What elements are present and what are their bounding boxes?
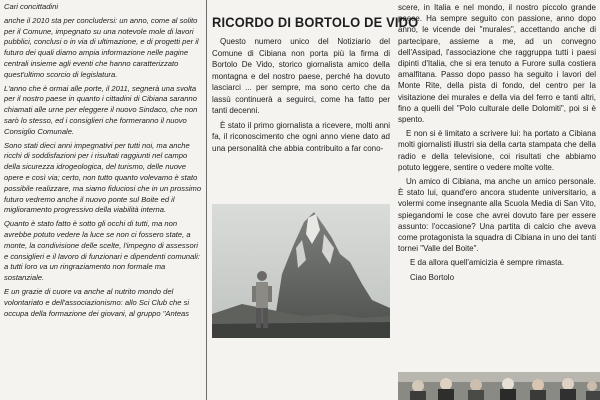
article-paragraph: Un amico di Cibiana, ma anche un amico personale. È stato lui, quand'ero ancora studente universitario, a volermi come insegnante alla Scuola Media di San Vito, spiegandomi le cose che avrei dovuto fare per essere assunto: l'occasione? Una partita di calcio che aveva come protagonista la squadra di Cibiana in uno dei tanti tornei "Valle del Boite". xyxy=(398,177,596,254)
article-column xyxy=(212,36,390,157)
group-photo xyxy=(398,372,600,400)
article-paragraph: Questo numero unico del Notiziario del Comune di Cibiana non porta più la firma di Bortolo De Vido, storico giornalista amico della montagna e del nostro paese, perché ha dovuto lasciarci ... per sempre, ma sono certo che da lassù continuerà a seguirci, come ha fatto per tanti decenni. xyxy=(212,37,390,115)
article-signoff: Ciao Bortolo xyxy=(410,272,455,282)
article-right-column xyxy=(398,2,596,374)
article-paragraph: E non si è limitato a scrivere lui: ha portato a Cibiana molti giornalisti illustri sia della carta stampata che della radio e della televisione, coi risultati che abbiamo potuto leggere, sentire o vedere molte volte. xyxy=(398,129,596,172)
mayor-letter-column xyxy=(4,2,202,400)
letter-paragraph: L'anno che è ormai alle porte, il 2011, segnerà una svolta per il nostro paese in quanto i cittadini di Cibiana saranno chiamati alle urne per eleggere il nuovo Sindaco, che non sarò lo stesso, ed i consiglieri che formeranno il nuovo Consiglio Comunale. xyxy=(4,83,198,136)
article-headline: RICORDO DI BORTOLO DE VIDO xyxy=(212,14,419,30)
letter-paragraph: anche il 2010 sta per concludersi: un anno, come al solito per il Comune, impegnato su una notevole mole di lavori pubblici, conclusi o in via di ultimazione, e di progetti per il futuro dei quali diamo ampia informazione nelle pagine centrali insieme agli eventi che hanno caratterizzato quest'ultimo scorcio di legislatura. xyxy=(4,15,199,79)
article-paragraph: scere, in Italia e nel mondo, il nostro piccolo grande paese. Ha sempre seguito con passione, anno dopo anno, le vicende dei "murales", accettando anche di partecipare, assieme a me, ad un convegno dell'Assipad, l'associazione che raggruppa tutti i paesi dipinti d'Italia, che si era tenuto a Furore sulla costiera amalfitana. Passo dopo passo ha seguito i lavori del Monte Rite, della pista di fondo, del centro per la visitazione dei murales e della via del ferro e tanti altri, fino a quelli del "Polo culturale delle Dolomiti", poi si è spento. xyxy=(398,3,596,125)
article-paragraph: È stato il primo giornalista a ricevere, molti anni fa, il riconoscimento che ogni anno viene dato ad una personalità che abbia contribuito a far cono- xyxy=(212,120,390,153)
letter-paragraph: E un grazie di cuore va anche al nutrito mondo del volontariato e dell'associazionismo: allo Sci Club che si occupa della formazione dei giovani, al gruppo "Anteas xyxy=(4,286,190,318)
mountain-photo-image xyxy=(212,204,390,338)
letter-salutation: Cari concittadini xyxy=(4,2,59,11)
article-closing: E da allora quell'amicizia è sempre rimasta. xyxy=(410,258,565,268)
article-photo xyxy=(212,204,390,338)
letter-paragraph: Quanto è stato fatto è sotto gli occhi di tutti, ma non avrebbe potuto vedere la luce se non ci fossero state, a monte, la condivisione delle scelte, l'impegno di assessori e consiglieri e il lavoro di funzionari e dipendenti comunali: a tutti loro va un ringraziamento non formale ma sostanziale. xyxy=(4,219,200,283)
letter-paragraph: Sono stati dieci anni impegnativi per tutti noi, ma anche ricchi di soddisfazioni per i risultati raggiunti nel campo della sicurezza idrogeologica, del turismo, delle nuove opere e così via; certo, non tutto quanto volevamo è stato possibile realizzare, ma siamo fiduciosi che in un prossimo futuro vedremo anche il nuovo ponte sul Boite ed il miglioramento progressivo della viabilità interna. xyxy=(4,140,202,215)
group-photo-image xyxy=(398,372,600,400)
column-divider xyxy=(206,0,207,400)
